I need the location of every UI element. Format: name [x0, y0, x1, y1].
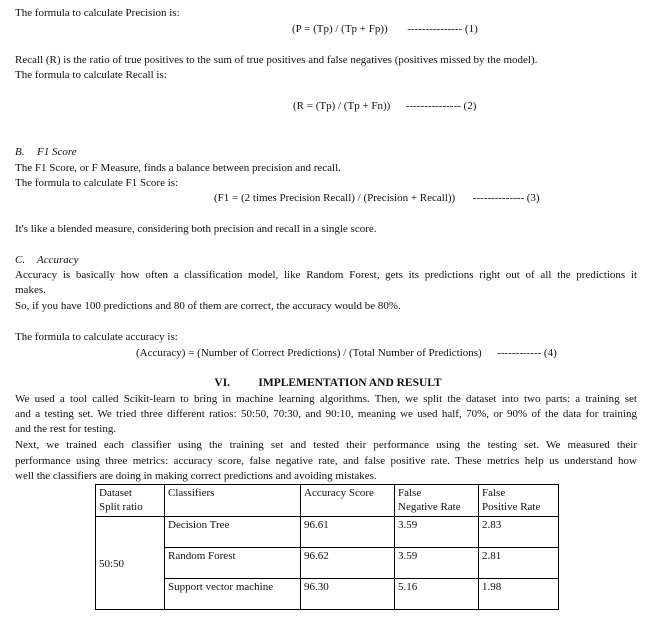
table-row	[96, 517, 559, 548]
recall-definition: Recall (R) is the ratio of true positives to the sum of true positives and false negatives (positives missed by the model).	[15, 54, 538, 66]
section-title: IMPLEMENTATION AND RESULT	[258, 377, 442, 389]
body-p1-line-3: and the rest for testing.	[15, 423, 117, 435]
cell-classifier: Random Forest	[165, 548, 301, 579]
cell-fnr: 3.59	[395, 548, 479, 579]
header-accuracy: Accuracy Score	[301, 485, 395, 517]
f1-title: F1 Score	[37, 146, 77, 158]
f1-equation	[214, 191, 540, 206]
f1-subheading	[15, 145, 637, 160]
precision-formula: (P = (Tp) / (Tp + Fp))	[292, 23, 388, 35]
precision-equation-number: --------------- (1)	[407, 23, 478, 35]
cell-accuracy: 96.62	[301, 548, 395, 579]
recall-equation-number: --------------- (2)	[405, 100, 477, 112]
cell-accuracy: 96.61	[301, 517, 395, 548]
accuracy-line-3: So, if you have 100 predictions and 80 of them are correct, the accuracy would be 80%.	[15, 300, 401, 312]
precision-intro: The formula to calculate Precision is:	[15, 7, 180, 19]
body-p2-line-3: well the classifiers are doing in making correct predictions and avoiding mistakes.	[15, 470, 377, 482]
header-classifiers: Classifiers	[165, 485, 301, 517]
body-p2-line-1: Next, we trained each classifier using the training set and tested their performance using the testing set. We measured their	[15, 439, 637, 451]
header-fnr	[395, 485, 479, 517]
body-p2-line-2: performance using three metrics: accuracy score, false negative rate, and false positive rate. These metrics help us understand how	[15, 455, 637, 467]
cell-fpr: 1.98	[479, 579, 559, 610]
body-p1-line-1: We used a tool called Scikit-learn to bring in machine learning algorithms. Then, we split the dataset into two parts: a training set	[15, 393, 637, 405]
header-split-line-1: Dataset	[99, 487, 132, 499]
cell-classifier: Decision Tree	[165, 517, 301, 548]
f1-note: It's like a blended measure, considering both precision and recall in a single score.	[15, 223, 377, 235]
f1-intro: The formula to calculate F1 Score is:	[15, 177, 179, 189]
accuracy-title: Accuracy	[37, 254, 79, 266]
table-header-row	[96, 485, 559, 517]
section-heading	[0, 376, 656, 391]
header-split-ratio	[96, 485, 165, 517]
accuracy-letter: C.	[15, 254, 26, 266]
split-ratio-cell: 50:50	[96, 517, 165, 610]
section-number: VI.	[214, 377, 231, 389]
recall-equation	[293, 99, 476, 114]
precision-equation	[292, 22, 478, 37]
cell-accuracy: 96.30	[301, 579, 395, 610]
cell-fpr: 2.81	[479, 548, 559, 579]
f1-letter: B.	[15, 146, 25, 158]
cell-fnr: 3.59	[395, 517, 479, 548]
results-table	[95, 484, 559, 610]
cell-fnr: 5.16	[395, 579, 479, 610]
body-p1-line-2: and a testing set. We tried three different ratios: 50:50, 70:30, and 90:10, meaning we used half, 70%, or 90% of the data for training	[15, 408, 637, 420]
accuracy-intro: The formula to calculate accuracy is:	[15, 331, 178, 343]
recall-intro: The formula to calculate Recall is:	[15, 69, 167, 81]
accuracy-formula: (Accuracy) = (Number of Correct Predictions) / (Total Number of Predictions)	[136, 347, 482, 359]
accuracy-equation	[136, 346, 557, 361]
cell-fpr: 2.83	[479, 517, 559, 548]
header-fnr-line-2: Negative Rate	[398, 501, 461, 513]
table-row	[96, 548, 559, 579]
accuracy-equation-number: ------------ (4)	[497, 347, 557, 359]
accuracy-line-2: makes.	[15, 284, 46, 296]
header-fnr-line-1: False	[398, 487, 422, 499]
accuracy-subheading	[15, 253, 637, 268]
header-fpr-line-1: False	[482, 487, 506, 499]
header-fpr	[479, 485, 559, 517]
accuracy-line-1: Accuracy is basically how often a classification model, like Random Forest, gets its predictions right out of all the predictions it	[15, 269, 637, 281]
cell-classifier: Support vector machine	[165, 579, 301, 610]
recall-formula: (R = (Tp) / (Tp + Fn))	[293, 100, 391, 112]
f1-equation-number: -------------- (3)	[472, 192, 540, 204]
f1-formula: (F1 = (2 times Precision Recall) / (Precision + Recall))	[214, 192, 456, 204]
header-split-line-2: Split ratio	[99, 501, 143, 513]
f1-line: The F1 Score, or F Measure, finds a balance between precision and recall.	[15, 162, 341, 174]
table-row	[96, 579, 559, 610]
header-fpr-line-2: Positive Rate	[482, 501, 541, 513]
